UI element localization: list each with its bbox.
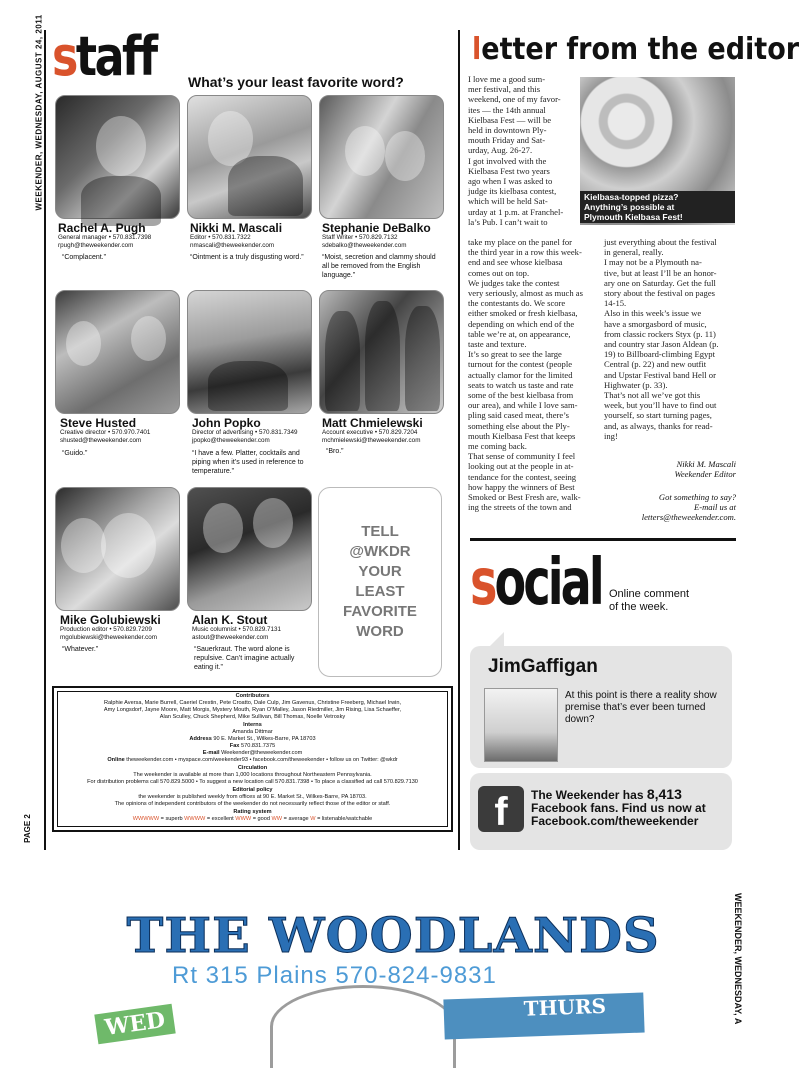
circulation-text: For distribution problems call 570.829.5000 • To suggest a new location call 570.831.7398 • To place a classified ad call 570.829.7130 xyxy=(87,779,418,785)
letter-line: have a smorgasbord of music, xyxy=(604,318,707,329)
letter-line: tive, but at least I’ll be an honor- xyxy=(604,267,717,278)
staff-email: rpugh@theweekender.com xyxy=(58,242,134,249)
letter-line: Kielbasa Fest — will be xyxy=(468,114,552,125)
interns-names: Amanda Dittmar xyxy=(232,729,273,735)
letter-line: mouth Friday and Sat- xyxy=(468,135,546,146)
letter-line: la’s Pub. I can’t wait to xyxy=(468,216,548,227)
staff-name: Rachel A. Pugh xyxy=(58,221,146,235)
interns-label: Interns xyxy=(243,722,262,728)
letter-line: mer festival, and this xyxy=(468,84,541,95)
letter-line: from classic rockers Styx (p. 11) xyxy=(604,328,716,339)
staff-name: Nikki M. Mascali xyxy=(190,221,283,235)
letter-line: Smoked or Best Fresh are, walk- xyxy=(468,492,581,503)
letter-line: Central (p. 22) and new outfit xyxy=(604,359,707,370)
letter-bottom-rule xyxy=(470,538,736,541)
prompt-line: FAVORITE xyxy=(343,603,417,620)
staff-email: mchmielewski@theweekender.com xyxy=(322,437,421,444)
letter-line: and country star Jason Aldean (p. xyxy=(604,339,719,350)
staff-quote: “Sauerkraut. The word alone is repulsive. Can’t imagine actually eating it.” xyxy=(194,646,295,671)
letter-line: weekend, one of my favor- xyxy=(468,94,561,105)
left-column-rule xyxy=(44,30,46,850)
contributors-names: Amy Longsdorf, Jayne Moore, Matt Morgis, Mystery Mouth, Ryan O’Malley, Jason Riedmiller, Jim Rising, Lisa Schaeffer, xyxy=(103,707,402,713)
social-heading: social xyxy=(470,546,602,620)
staff-email: sdebalko@theweekender.com xyxy=(322,242,407,249)
facebook-fan-count: 8,413 xyxy=(646,786,682,802)
staff-photo-john-popko xyxy=(187,290,312,414)
letter-line: the third year in a row this week- xyxy=(468,247,582,258)
staff-quote: “Moist, secretion and clammy should all be removed from the English language.” xyxy=(322,254,436,279)
staff-photo-rachel-pugh xyxy=(55,95,180,219)
letter-line: ary one on Saturday. Get the full xyxy=(604,277,716,288)
letter-line: That’s not all we’ve got this xyxy=(604,390,701,401)
letter-line: very seriously, almost as much as xyxy=(468,288,583,299)
staff-role: Editor • 570.831.7322 xyxy=(190,234,251,241)
staff-role: Staff Writer • 570.829.7132 xyxy=(322,234,398,241)
letters-contact: Got something to say? E-mail us at letters@theweekender.com. xyxy=(604,492,736,523)
tell-wkdr-prompt xyxy=(318,487,442,677)
photo-caption: Kielbasa-topped pizza? Anything’s possible at Plymouth Kielbasa Fest! xyxy=(580,191,735,223)
letter-line: the contestants do. We score xyxy=(468,298,566,309)
ad-day-thurs: THURS xyxy=(443,993,644,1040)
staff-name: John Popko xyxy=(192,416,261,430)
rating-label: Rating system xyxy=(233,809,272,815)
staff-role: Music columnist • 570.829.7131 xyxy=(192,626,282,633)
contributors-heading: Contributors xyxy=(235,693,270,699)
letter-line: tendance for the contest, seeing xyxy=(468,471,577,482)
letter-line: me coming back. xyxy=(468,441,527,452)
letter-line: ago when I was asked to xyxy=(468,176,553,187)
letter-line: I love me a good sum- xyxy=(468,74,546,84)
staff-photo-alan-stout xyxy=(187,487,312,611)
letter-line: seats to watch us taste and rate xyxy=(468,379,574,390)
letter-line: ing! xyxy=(604,430,618,441)
commenter-photo xyxy=(484,688,558,762)
letter-line: some of the best kielbasa from xyxy=(468,390,574,401)
letter-line: We judges take the contest xyxy=(468,277,560,288)
staff-name: Steve Husted xyxy=(60,416,137,430)
rating-scale: WWWWW = superb WWWW = excellent WWW = good WW = average W = listenable/watchable xyxy=(132,816,373,822)
staff-name: Matt Chmielewski xyxy=(322,416,423,430)
policy-label: Editorial policy xyxy=(232,787,273,793)
fax-value: 570.831.7375 xyxy=(240,743,276,749)
staff-quote: “I have a few. Platter, cocktails and piping when it’s used in reference to temperature.” xyxy=(192,450,304,475)
facebook-promo-text: The Weekender has 8,413 Facebook fans. Find us now at Facebook.com/theweekender xyxy=(531,788,731,828)
staff-name: Mike Golubiewski xyxy=(60,613,161,627)
letter-line: pling said cased meat, there’s xyxy=(468,410,569,421)
twitter-handle[interactable]: JimGaffigan xyxy=(488,656,598,677)
page-number: PAGE 2 xyxy=(22,814,32,843)
letter-line: urday, Aug. 26-27. xyxy=(468,145,533,156)
letter-line: depending on which end of the xyxy=(468,318,575,329)
prompt-line: @WKDR xyxy=(349,543,411,560)
ad-subtitle: Rt 315 Plains 570-824-9831 xyxy=(172,962,497,989)
running-head-right: WEEKENDER, WEDNESDAY, A xyxy=(733,893,743,1025)
staff-quote: “Bro.” xyxy=(326,448,344,455)
staff-quote: “Ointment is a truly disgusting word.” xyxy=(190,254,304,261)
letter-line: week, but you’ll have to find out xyxy=(604,400,717,411)
ad-title: THE WOODLANDS xyxy=(126,908,660,964)
letter-line: in general, really. xyxy=(604,247,664,258)
contributors-box xyxy=(52,686,453,832)
letter-line: mouth Kielbasa Fest that keeps xyxy=(468,430,576,441)
letter-line: take my place on the panel for xyxy=(468,237,573,247)
ad-arch-graphic xyxy=(270,985,456,1068)
running-head-left: WEEKENDER, WEDNESDAY, AUGUST 24, 2011 xyxy=(34,14,44,211)
letter-line: ites — the 14th annual xyxy=(468,104,546,115)
staff-photo-steve-husted xyxy=(55,290,180,414)
staff-question: What’s your least favorite word? xyxy=(188,74,404,90)
comment-text: At this point is there a reality show premise that’s ever been turned down? xyxy=(565,690,717,725)
letter-line: judge its kielbasa contest, xyxy=(468,186,557,197)
staff-email: shusted@theweekender.com xyxy=(60,437,142,444)
staff-role: Creative director • 570.970.7401 xyxy=(60,429,151,436)
letter-heading: letter from the editor xyxy=(472,32,799,67)
staff-email: nmascali@theweekender.com xyxy=(190,242,275,249)
online-label: Online xyxy=(107,757,125,763)
staff-photo-nikki-mascali xyxy=(187,95,312,219)
letter-line: table we’re at, on appearance, xyxy=(468,328,571,339)
staff-role: General manager • 570.831.7398 xyxy=(58,234,152,241)
letter-line: urday at 1 p.m. at Franchel- xyxy=(468,206,564,217)
letter-line: actually clamor for the limited xyxy=(468,369,573,380)
letter-line: I got involved with the xyxy=(468,155,547,166)
prompt-line: TELL xyxy=(361,523,399,540)
letter-line: ing the streets of the town and xyxy=(468,502,572,513)
letter-line: yourself, so start turning pages, xyxy=(604,410,712,421)
address-value: 90 E. Market St., Wilkes-Barre, PA 18703 xyxy=(213,736,316,742)
letter-line: end and see whose kielbasa xyxy=(468,257,563,268)
email-value[interactable]: Weekender@theweekender.com xyxy=(221,750,303,756)
letter-line: That sense of community I feel xyxy=(468,451,576,462)
staff-name: Alan K. Stout xyxy=(192,613,268,627)
letter-line: I may not be a Plymouth na- xyxy=(604,257,702,268)
staff-quote: “Guido.” xyxy=(62,450,88,457)
prompt-line: WORD xyxy=(356,623,404,640)
prompt-line: LEAST xyxy=(355,583,405,600)
facebook-link[interactable]: Facebook.com/theweekender xyxy=(531,814,699,828)
staff-heading: staff xyxy=(52,25,156,88)
letter-column-1-top xyxy=(468,74,563,227)
staff-photo-stephanie-debalko xyxy=(319,95,444,219)
contributors-names: Alan Sculley, Chuck Shepherd, Mike Sullivan, Bill Thomas, Noelle Vetrosky xyxy=(159,714,346,720)
letter-line: 19) to Billboard-climbing Egypt xyxy=(604,349,715,360)
social-subtitle: Online comment of the week. xyxy=(609,588,690,613)
contributors-names: Ralphie Aversa, Marie Burrell, Caeriel Crestin, Pete Croatto, Dale Culp, Jim Gavenus, Christine Freeberg, Michael Irwin, xyxy=(103,700,402,706)
letter-line: either smoked or fresh kielbasa, xyxy=(468,308,578,319)
letter-line: Highwater (p. 33). xyxy=(604,379,668,390)
staff-name: Stephanie DeBalko xyxy=(322,221,431,235)
letter-line: our area), and while I love sam- xyxy=(468,400,578,411)
letters-email-link[interactable]: letters@theweekender.com. xyxy=(641,512,736,523)
editor-signature: Nikki M. Mascali Weekender Editor xyxy=(674,459,736,480)
letter-line: looking out at the people in at- xyxy=(468,461,574,472)
letter-line: which will be held Sat- xyxy=(468,196,548,207)
staff-email: jpopko@theweekender.com xyxy=(192,437,270,444)
letter-line: taste and texture. xyxy=(468,339,527,350)
letter-line: held in downtown Ply- xyxy=(468,125,547,136)
ad-day-wed: WED xyxy=(94,1004,175,1045)
circulation-label: Circulation xyxy=(237,765,268,771)
letter-line: Kielbasa Fest two years xyxy=(468,165,550,176)
prompt-line: YOUR xyxy=(358,563,402,580)
letter-line: turnout for the contest (people xyxy=(468,359,573,370)
address-label: Address xyxy=(189,736,212,742)
staff-photo-mike-golubiewski xyxy=(55,487,180,611)
letter-line: just everything about the festival xyxy=(604,237,717,247)
facebook-icon: f xyxy=(478,786,524,832)
staff-email: astout@theweekender.com xyxy=(192,634,269,641)
circulation-text: The weekender is available at more than 1,000 locations throughout Northeastern Pennsylvania. xyxy=(133,772,372,778)
letter-line: Also in this week’s issue we xyxy=(604,308,702,319)
letter-line: something else about the Ply- xyxy=(468,420,570,431)
letter-line: comes out on top. xyxy=(468,267,530,278)
letter-line: and, as always, thanks for read- xyxy=(604,420,713,431)
letter-column-1-bottom xyxy=(468,237,583,512)
fax-label: Fax xyxy=(229,743,240,749)
letter-line: how happy the winners of Best xyxy=(468,481,575,492)
policy-text: The opinions of independent contributors of the weekender do not necessarily reflect those of the editor or staff. xyxy=(114,801,391,807)
online-value[interactable]: theweekender.com • myspace.com/weekender93 • facebook.com/theweekender • follow us on Twitter: @wkdr xyxy=(126,757,398,763)
staff-role: Production editor • 570.829.7209 xyxy=(60,626,152,633)
center-rule xyxy=(458,30,460,850)
staff-email: mgolubiewski@theweekender.com xyxy=(60,634,158,641)
staff-role: Account executive • 570.829.7204 xyxy=(322,429,418,436)
staff-photo-matt-chmielewski xyxy=(319,290,444,414)
staff-quote: “Whatever.” xyxy=(62,646,99,653)
email-label: E-mail xyxy=(202,750,220,756)
staff-quote: “Complacent.” xyxy=(62,254,106,261)
letter-line: 14-15. xyxy=(604,298,627,309)
letter-line: It’s so great to see the large xyxy=(468,349,562,360)
staff-role: Director of advertising • 570.831.7349 xyxy=(192,429,298,436)
letter-line: and Upstar Festival band Hell or xyxy=(604,369,716,380)
letter-line: story about the festival on pages xyxy=(604,288,715,299)
policy-text: the weekender is published weekly from offices at 90 E. Market St., Wilkes-Barre, PA 18703. xyxy=(138,794,367,800)
letter-column-2 xyxy=(604,237,719,441)
